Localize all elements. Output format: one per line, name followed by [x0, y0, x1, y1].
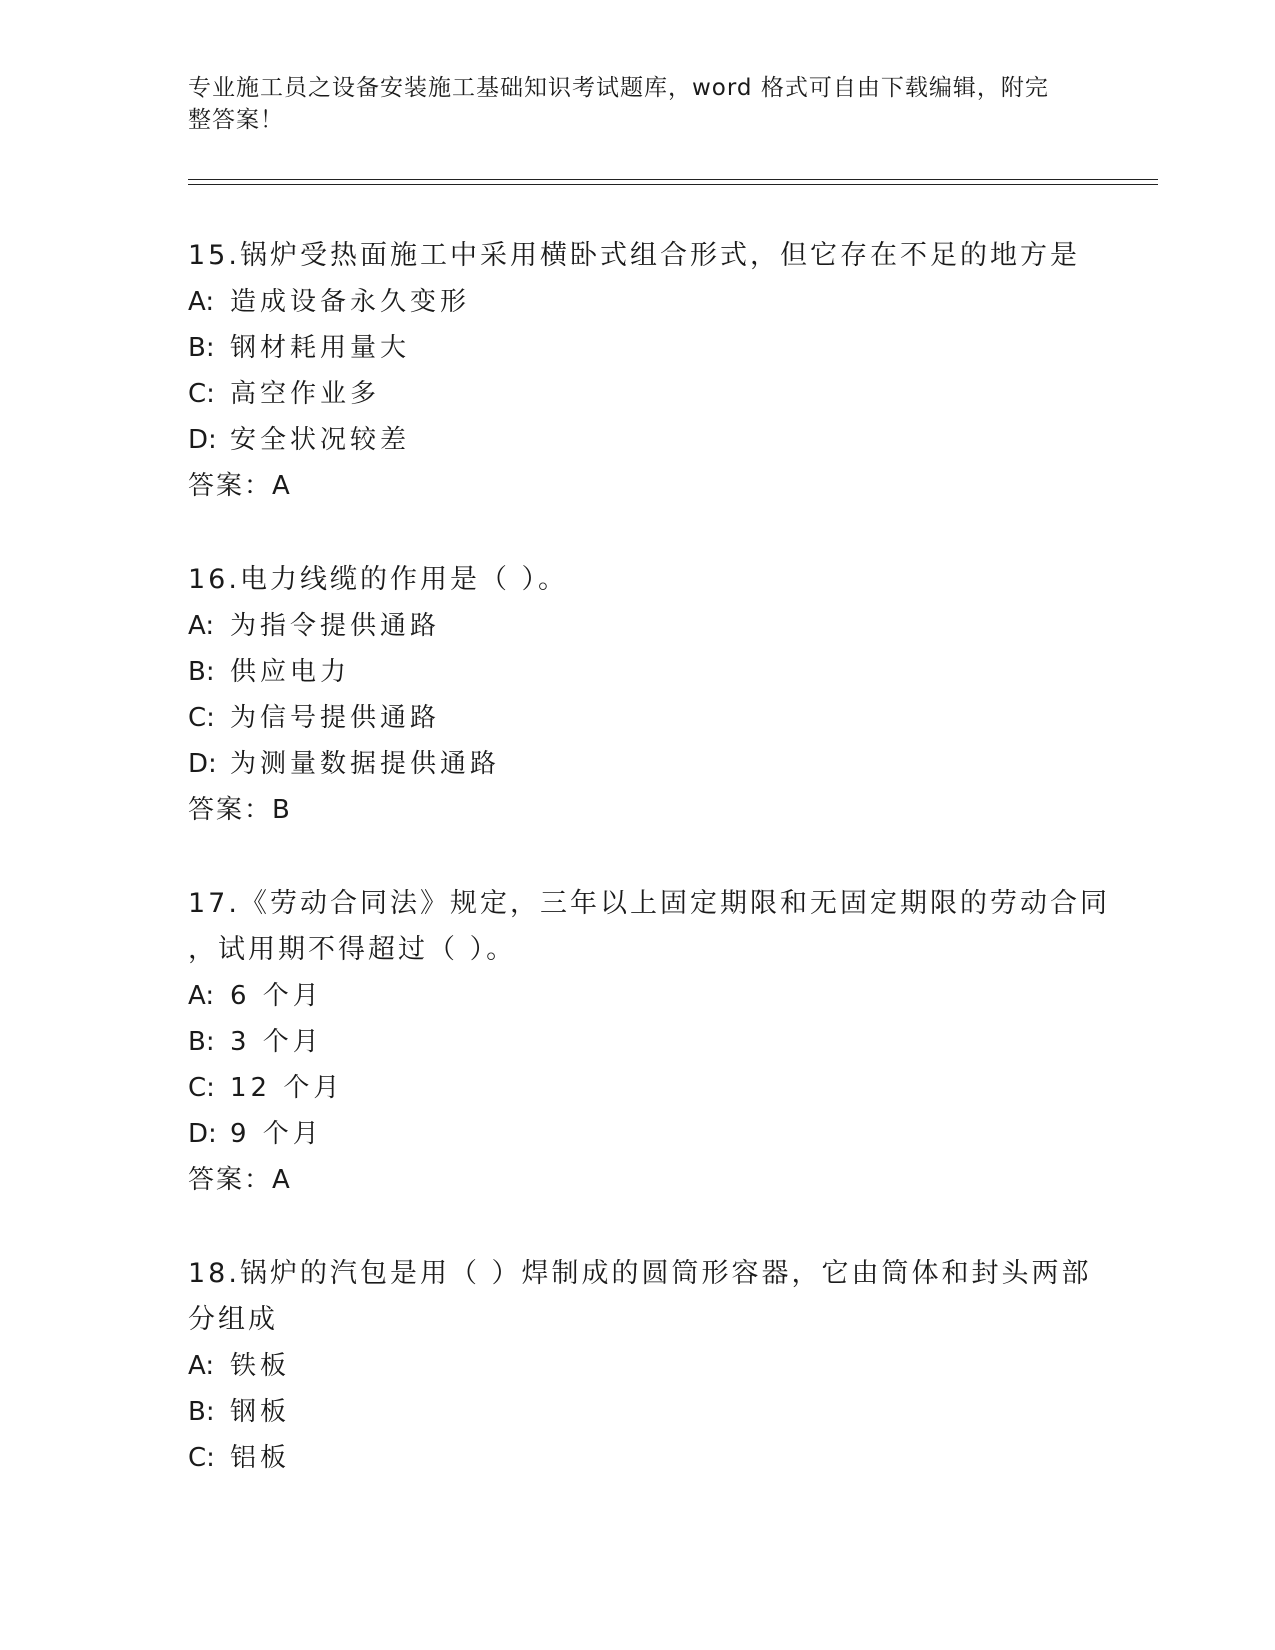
answer-option	[188, 279, 1088, 325]
header-divider-bottom	[188, 184, 1158, 185]
answer-key: 答案：A	[188, 471, 292, 501]
option-text: 6 个月	[230, 981, 323, 1011]
answer-option	[188, 1389, 1088, 1435]
answer-option	[188, 973, 1088, 1019]
option-letter: C:	[188, 1073, 215, 1103]
option-text: 钢板	[230, 1397, 291, 1427]
answer-option	[188, 1065, 1088, 1111]
option-text: 高空作业多	[230, 379, 381, 409]
answer-option	[188, 1019, 1088, 1065]
option-letter: B:	[188, 1027, 215, 1057]
option-letter: A:	[188, 287, 215, 317]
question-stem	[188, 233, 1088, 279]
answer-option	[188, 1111, 1088, 1157]
answer-option	[188, 371, 1088, 417]
question-stem	[188, 881, 1110, 973]
option-letter: D:	[188, 425, 217, 455]
answer-option	[188, 695, 1088, 741]
answer-option	[188, 417, 1088, 463]
option-text: 3 个月	[230, 1027, 323, 1057]
answer-option	[188, 325, 1088, 371]
answer-option	[188, 649, 1088, 695]
question-stem	[188, 1251, 1092, 1343]
option-letter: B:	[188, 1397, 215, 1427]
answer-option	[188, 741, 1088, 787]
option-text: 供应电力	[230, 657, 351, 687]
answer-option	[188, 603, 1088, 649]
answer-key: 答案：B	[188, 795, 292, 825]
document-header	[188, 72, 1068, 136]
question-block	[188, 557, 1088, 833]
option-text: 9 个月	[230, 1119, 323, 1149]
question-stem	[188, 557, 1088, 603]
option-letter: C:	[188, 1443, 215, 1473]
question-stem-line: 16.电力线缆的作用是（ ）。	[188, 564, 569, 595]
answer-option	[188, 1343, 1088, 1389]
question-stem-line: ，试用期不得超过（ ）。	[188, 934, 517, 965]
option-text: 造成设备永久变形	[230, 287, 471, 317]
answer-key: 答案：A	[188, 1165, 292, 1195]
option-text: 为测量数据提供通路	[230, 749, 501, 779]
option-text: 铝板	[230, 1443, 291, 1473]
option-text: 安全状况较差	[230, 425, 411, 455]
option-text: 为信号提供通路	[230, 703, 441, 733]
option-letter: B:	[188, 333, 215, 363]
option-letter: C:	[188, 379, 215, 409]
question-block	[188, 1251, 1092, 1481]
option-letter: D:	[188, 749, 217, 779]
option-letter: A:	[188, 1351, 215, 1381]
question-stem-line: 18.锅炉的汽包是用（ ）焊制成的圆筒形容器，它由筒体和封头两部	[188, 1258, 1092, 1289]
question-block	[188, 881, 1110, 1203]
question-stem-line: 分组成	[188, 1304, 278, 1335]
option-text: 铁板	[230, 1351, 291, 1381]
question-block	[188, 233, 1088, 509]
header-line-2: 整答案！	[188, 107, 284, 133]
option-letter: D:	[188, 1119, 217, 1149]
option-text: 钢材耗用量大	[230, 333, 411, 363]
header-divider-top	[188, 179, 1158, 180]
header-line-1: 专业施工员之设备安装施工基础知识考试题库，word 格式可自由下载编辑，附完	[188, 75, 1049, 101]
question-stem-line: 15.锅炉受热面施工中采用横卧式组合形式，但它存在不足的地方是	[188, 240, 1080, 271]
option-letter: A:	[188, 981, 215, 1011]
question-stem-line: 17.《劳动合同法》规定，三年以上固定期限和无固定期限的劳动合同	[188, 888, 1110, 919]
option-text: 12 个月	[230, 1073, 344, 1103]
answer-option	[188, 1435, 1088, 1481]
option-letter: B:	[188, 657, 215, 687]
question-list	[188, 233, 1110, 1481]
option-letter: A:	[188, 611, 215, 641]
option-letter: C:	[188, 703, 215, 733]
option-text: 为指令提供通路	[230, 611, 441, 641]
